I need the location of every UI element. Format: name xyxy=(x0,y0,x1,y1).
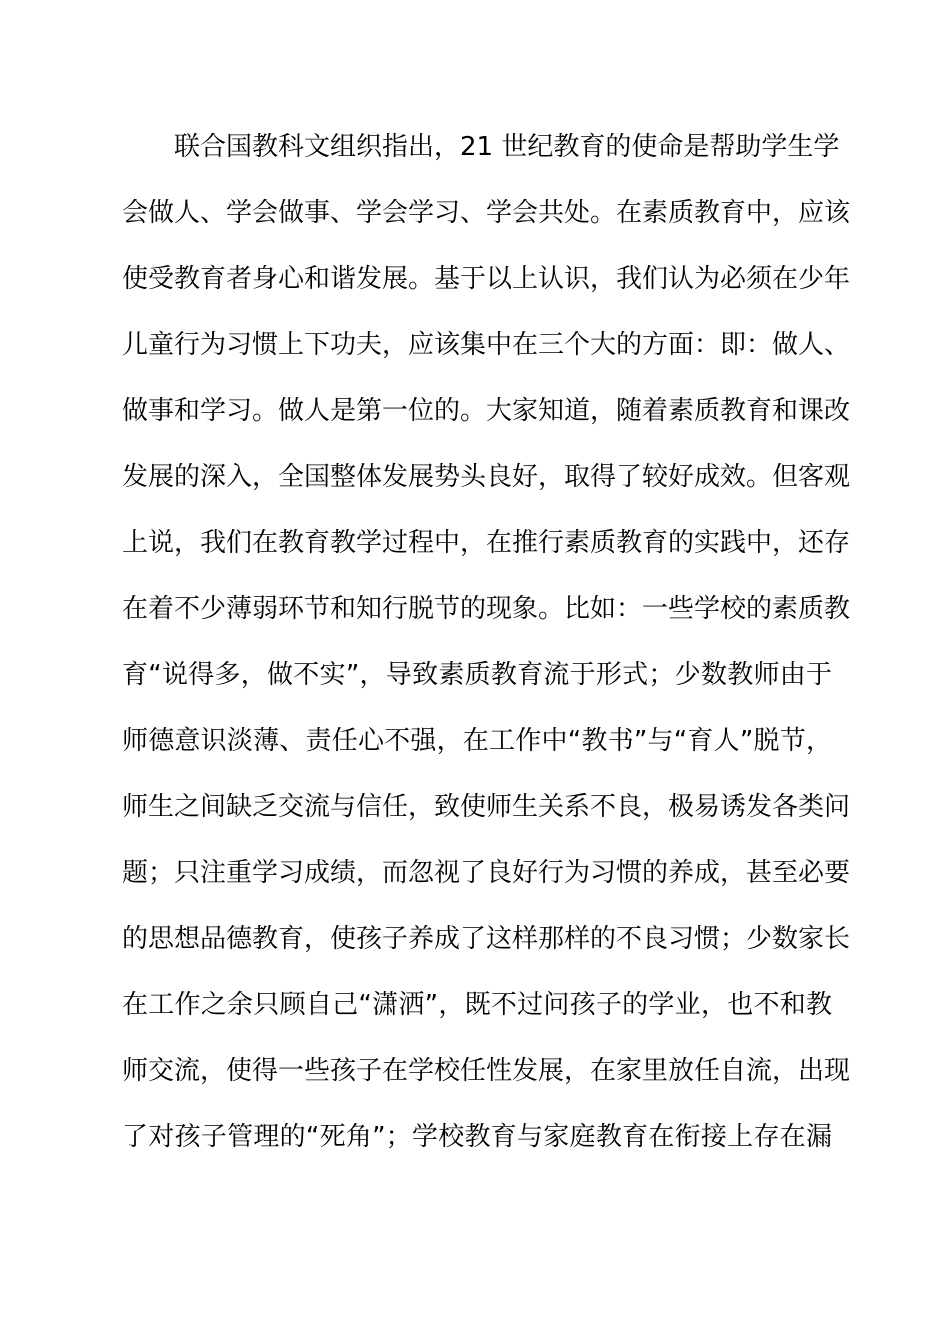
text-line: 了对孩子管理的“死角”；学校教育与家庭教育在衔接上存在漏 xyxy=(122,1122,832,1152)
text-line: 师生之间缺乏交流与信任，致使师生关系不良，极易诱发各类问 xyxy=(122,792,851,822)
text-line: 师德意识淡薄、责任心不强，在工作中“教书”与“育人”脱节， xyxy=(122,726,832,756)
text-line: 做事和学习。做人是第一位的。大家知道，随着素质教育和课改 xyxy=(122,396,851,426)
text-line: 会做人、学会做事、学会学习、学会共处。在素质教育中，应该 xyxy=(122,198,851,228)
text-line: 在着不少薄弱环节和知行脱节的现象。比如：一些学校的素质教 xyxy=(122,594,851,624)
text-line: 儿童行为习惯上下功夫，应该集中在三个大的方面：即：做人、 xyxy=(122,330,851,360)
text-line: 上说，我们在教育教学过程中，在推行素质教育的实践中，还存 xyxy=(122,528,851,558)
text-line: 师交流，使得一些孩子在学校任性发展，在家里放任自流，出现 xyxy=(122,1056,851,1086)
text-line: 的思想品德教育，使孩子养成了这样那样的不良习惯；少数家长 xyxy=(122,924,851,954)
text-line: 育“说得多，做不实”，导致素质教育流于形式；少数教师由于 xyxy=(122,660,832,690)
text-line: 使受教育者身心和谐发展。基于以上认识，我们认为必须在少年 xyxy=(122,264,851,294)
text-line: 发展的深入，全国整体发展势头良好，取得了较好成效。但客观 xyxy=(122,462,851,492)
text-line: 联合国教科文组织指出，21 世纪教育的使命是帮助学生学 xyxy=(122,132,840,162)
body-paragraph xyxy=(122,123,851,1179)
text-line: 题；只注重学习成绩，而忽视了良好行为习惯的养成，甚至必要 xyxy=(122,858,851,888)
text-line: 在工作之余只顾自己“潇洒”，既不过问孩子的学业，也不和教 xyxy=(122,990,832,1020)
